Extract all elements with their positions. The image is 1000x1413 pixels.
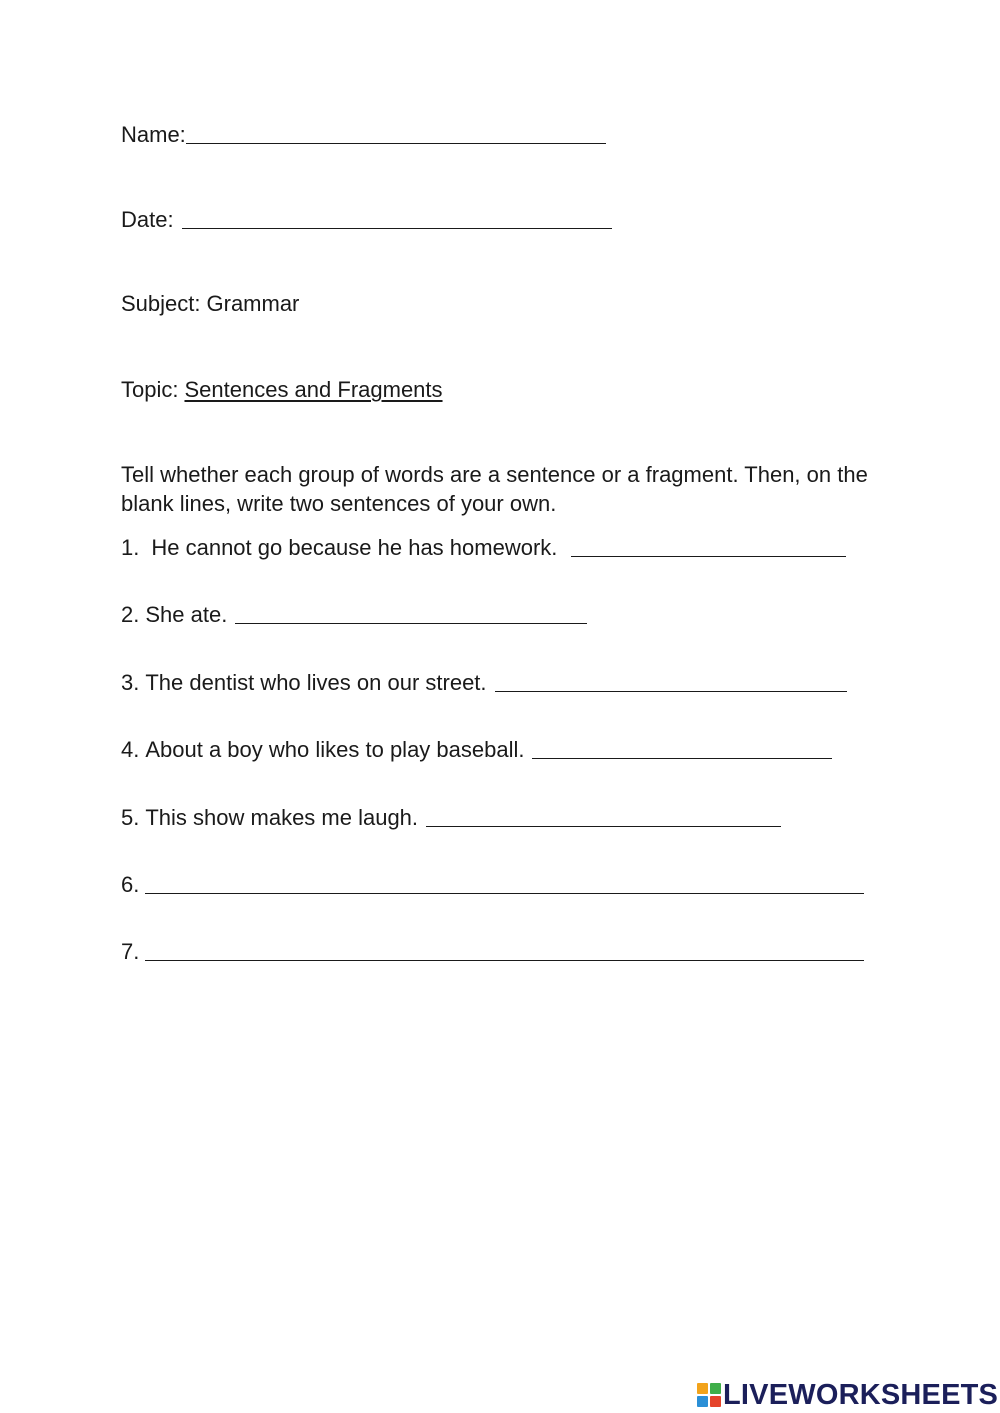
answer-blank-1[interactable] — [571, 534, 846, 557]
item-number: 5. — [121, 805, 140, 830]
logo-brand-text: LIVEWORKSHEETS — [723, 1379, 999, 1411]
question-item-5 — [121, 802, 781, 833]
date-label: Date: — [121, 207, 174, 232]
name-row — [121, 119, 606, 150]
subject-label: Subject: — [121, 291, 201, 316]
question-item-2 — [121, 599, 587, 630]
question-item-1 — [121, 532, 846, 563]
item-number: 4. — [121, 737, 140, 762]
logo-squares-icon — [697, 1383, 721, 1407]
item-text: This show makes me laugh. — [145, 805, 419, 830]
question-item-7 — [121, 936, 864, 967]
answer-blank-6[interactable] — [145, 871, 864, 894]
topic-row — [121, 375, 443, 405]
item-number: 1. — [121, 535, 140, 560]
item-text: She ate. — [145, 602, 228, 627]
item-text: About a boy who likes to play baseball. — [145, 737, 525, 762]
liveworksheets-logo — [697, 1378, 998, 1412]
item-text: He cannot go because he has homework. — [151, 535, 558, 560]
answer-blank-5[interactable] — [426, 804, 781, 827]
topic-value: Sentences and Fragments — [184, 377, 443, 402]
item-number: 7. — [121, 939, 140, 964]
name-blank[interactable] — [186, 121, 606, 144]
question-item-4 — [121, 734, 832, 765]
subject-value: Grammar — [206, 291, 300, 316]
item-number: 6. — [121, 872, 140, 897]
date-row — [121, 204, 612, 235]
item-text: The dentist who lives on our street. — [145, 670, 487, 695]
question-item-3 — [121, 667, 847, 698]
item-number: 2. — [121, 602, 140, 627]
topic-label: Topic: — [121, 377, 179, 402]
answer-blank-4[interactable] — [532, 736, 832, 759]
answer-blank-7[interactable] — [145, 938, 864, 961]
name-label: Name: — [121, 122, 186, 147]
answer-blank-3[interactable] — [495, 669, 847, 692]
subject-row — [121, 289, 299, 319]
instructions-text: Tell whether each group of words are a sentence or a fragment. Then, on the blank lines, write two sentences of your own. — [121, 462, 868, 516]
question-item-6 — [121, 869, 864, 900]
answer-blank-2[interactable] — [235, 601, 587, 624]
date-blank[interactable] — [182, 206, 612, 229]
item-number: 3. — [121, 670, 140, 695]
